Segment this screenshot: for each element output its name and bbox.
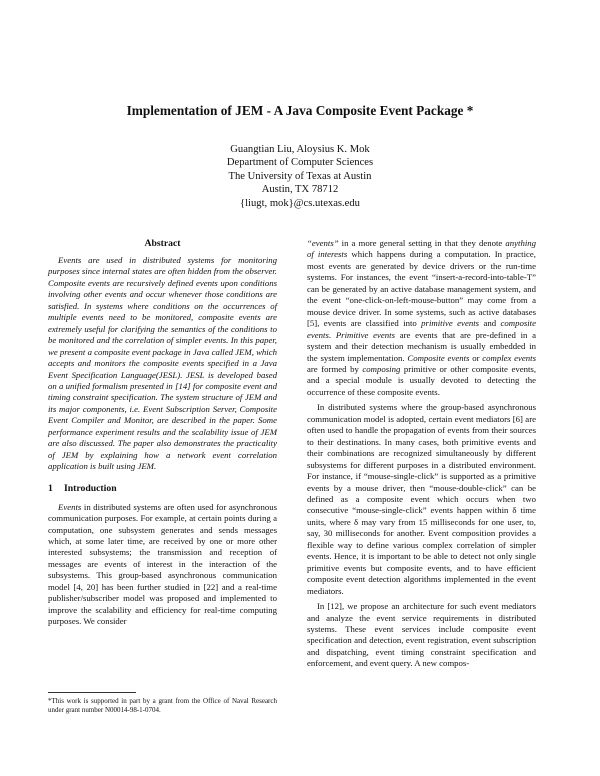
text-segment: and <box>479 318 501 329</box>
text-segment: composing <box>362 363 401 374</box>
text-segment: Composite events <box>407 352 470 363</box>
text-segment: anything of interests <box>307 238 536 260</box>
author-city: Austin, TX 78712 <box>261 184 339 196</box>
author-email: {liugt, mok}@cs.utexas.edu <box>240 197 360 209</box>
text-segment: “events” <box>307 238 339 248</box>
text-segment: are events that are pre-defined in a system and their detection mechanism is usually embedded in the system implementation. <box>307 329 536 363</box>
section-heading-introduction <box>48 483 277 495</box>
author-block <box>150 143 450 210</box>
right-paragraph-2: In distributed systems where the group-based asynchronous communication model is adopted, certain event mediators [6] are often used to handle the propagation of events from their sources to their destinations. In many cases, both primitive events and their combinations are recognized simultaneously by different subsystems for different purposes in a distributed environment. For instance, if “mouse-single-click” is supported as a primitive events by a mouse driver, then “mouse-double-click” can be defined as a composite event which occurs when two consecutive “mouse-single-click” events happen within δ time units, where δ may vary from 15 milliseconds for one user, to, say, 30 milliseconds for another. Event composition provides a flexible way to define various complex correlation of simpler events. Hence, it is important to be able to detect not only single primitive events but composite events, and to have efficient composite event detection algorithms implemented in the event mediators. <box>307 402 536 596</box>
text-segment: primitive events <box>421 318 480 329</box>
right-paragraph-1 <box>307 238 536 398</box>
right-column <box>307 238 536 670</box>
footnote-divider <box>48 692 136 693</box>
text-segment: in a more general setting in that they denote <box>338 238 506 248</box>
intro-paragraph-1 <box>48 502 277 628</box>
footnote: *This work is supported in part by a grant from the Office of Naval Research under grant number N00014-98-1-0704. <box>48 697 277 714</box>
text-segment: composite events <box>307 318 536 340</box>
section-title: Introduction <box>64 482 117 494</box>
abstract-text: Events are used in distributed systems for monitoring purposes since internal states are often hidden from the observer. Composite events are recursively defined events upon conditions involving other events and occur whenever those conditions are satisfied. In systems where conditions on the occurrences of multiple events need to be monitored, composite events are extremely useful for clarifying the semantics of the conditions to be monitored and the correlation of simpler events. In this paper, we present a composite event package in Java called JEM, which accepts and monitors the composite events specified in a Java Event Specification Language(JESL). JESL is developed based on a unified formalism presented in [14] for composite event and timing constraint specification. The system structure of JEM and its major components, i.e. Event Subscription Server, Composite Event Compiler and Monitor, are described in the paper. Some performance experiment results and the scalability issue of JEM are also discussed. The paper also demonstrates the practicality of JEM by explaining how a network event correlation application is built using JEM. <box>48 255 277 472</box>
text-segment: or <box>469 352 483 363</box>
abstract-heading: Abstract <box>144 238 181 249</box>
intro-events-term: Events <box>58 501 82 512</box>
author-names: Guangtian Liu, Aloysius K. Mok <box>230 144 370 155</box>
text-segment: Primitive events <box>335 329 395 340</box>
text-segment: . <box>328 329 336 340</box>
intro-paragraph-1-text: in distributed systems are often used for asynchronous communication purposes. For example, at certain points during a computation, one subsystem generates and sends messages which, at some later time, are received by one or more other interested subsystems; the transmission and reception of messages are events of interest in the interaction of the subsystems. This group-based asynchronous communication model [4, 20] has been further studied in [22] and a real-time publisher/subscriber model was proposed and implemented to improve the scalability and efficiency for real-time computing purposes. We consider <box>48 501 277 627</box>
text-segment: which happens during a computation. In practice, most events are generated by device drivers or the run-time systems. For instances, the event “insert-a-record-into-table-T” can be generated by an active database management system, and the event “one-click-on-left-mouse-button” may come from a mouse device driver. In some systems, such as active databases [5], events are classified into <box>307 249 536 329</box>
left-column <box>48 238 277 628</box>
author-university: The University of Texas at Austin <box>228 170 372 182</box>
text-segment: complex events <box>482 352 537 363</box>
text-segment: are formed by <box>307 363 363 374</box>
section-number: 1 <box>48 482 53 494</box>
author-department: Department of Computer Sciences <box>226 157 374 169</box>
text-segment: primitive or other composite events, and a special module is usually devoted to detecting the occurrence of these composite events. <box>307 363 537 397</box>
paper-title: Implementation of JEM - A Java Composite Event Package * <box>126 103 474 118</box>
right-paragraph-3: In [12], we propose an architecture for such event mediators and analyze the event service requirements in distributed systems. These event services include composite event specification and detection, event registration, event subscription and dispatching, event timing constraint specification and enforcement, and event query. A new compos- <box>307 601 536 669</box>
